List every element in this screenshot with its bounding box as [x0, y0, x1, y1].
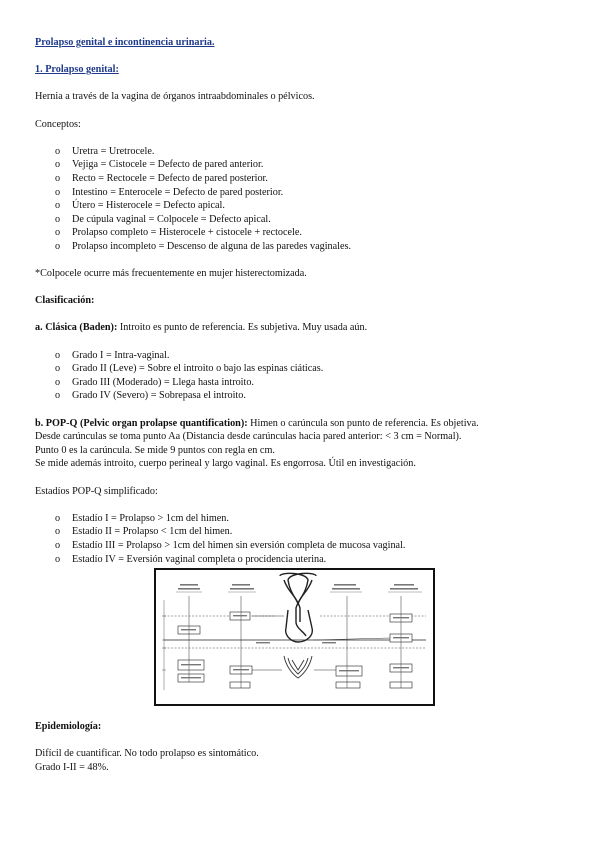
- list-item: o Grado III (Moderado) = Llega hasta introito.: [55, 376, 254, 388]
- popq-line: Desde carúnculas se toma punto Aa (Distancia desde carúnculas hacia pared anterior: < 3 cm = Normal).: [35, 431, 462, 443]
- document-title: [35, 36, 560, 50]
- bullet-icon: o: [55, 539, 61, 551]
- list-item: o Intestino = Enterocele = Defecto de pared posterior.: [55, 186, 284, 198]
- list-item: o Estadío I = Prolapso > 1cm del himen.: [55, 512, 229, 524]
- document-page: [35, 36, 560, 775]
- bullet-icon: o: [55, 200, 61, 212]
- popq-stages-label: Estadíos POP-Q simplificado:: [35, 485, 158, 497]
- list-item: o Grado II (Leve) = Sobre el introito o bajo las espinas ciáticas.: [55, 363, 324, 375]
- bullet-icon: o: [55, 172, 61, 184]
- epidemiology-heading: Epidemiología:: [35, 721, 102, 733]
- section1-intro: Hernia a través de la vagina de órganos intraabdominales o pélvicos.: [35, 91, 315, 103]
- bullet-icon: o: [55, 512, 61, 524]
- classification-heading: Clasificación:: [35, 295, 95, 307]
- bullet-icon: o: [55, 363, 61, 375]
- prolapse-figure-area: [35, 566, 560, 720]
- document-title-link[interactable]: Prolapso genital e incontinencia urinaria.: [35, 37, 215, 48]
- section1-heading: [35, 63, 560, 77]
- bullet-icon: o: [55, 159, 61, 171]
- baden-paragraph: [35, 321, 560, 335]
- lower-anatomy: [284, 656, 312, 678]
- list-item: o Vejiga = Cistocele = Defecto de pared anterior.: [55, 159, 264, 171]
- baden-text: Introito es punto de referencia. Es subjetiva. Muy usada aún.: [117, 322, 368, 334]
- bullet-icon: o: [55, 227, 61, 239]
- list-item: o Grado I = Intra-vaginal.: [55, 349, 170, 361]
- list-item: o Útero = Histerocele = Defecto apical.: [55, 200, 225, 212]
- bullet-icon: o: [55, 145, 61, 157]
- bullet-icon: o: [55, 553, 61, 565]
- epidemiology-line: Grado I-II = 48%.: [35, 761, 109, 773]
- popq-line: Punto 0 es la carúncula. Se mide 9 puntos con regla en cm.: [35, 444, 275, 456]
- bullet-icon: o: [55, 186, 61, 198]
- popq-text: Himen o carúncula son punto de referencia. Es objetiva.: [247, 417, 479, 429]
- popq-line: Se mide además introito, cuerpo perineal y largo vaginal. Es engorrosa. Útil en investigación.: [35, 458, 416, 470]
- list-item: o Grado IV (Severo) = Sobrepasa el introito.: [55, 390, 246, 402]
- bullet-icon: o: [55, 213, 61, 225]
- popq-paragraph: [35, 417, 560, 431]
- baden-grades-list: [35, 349, 560, 403]
- epidemiology-line: Difícil de cuantificar. No todo prolapso es sintomático.: [35, 748, 259, 760]
- prolapse-stages-figure: [154, 568, 435, 706]
- box-scribbles: [181, 615, 409, 678]
- bullet-icon: o: [55, 526, 61, 538]
- uterus-drawing: [280, 574, 316, 643]
- list-item: o Estadío III = Prolapso > 1cm del himen sin eversión completa de mucosa vaginal.: [55, 539, 406, 551]
- colpocele-note: *Colpocele ocurre más frecuentemente en mujer histerectomizada.: [35, 268, 307, 280]
- list-item: o De cúpula vaginal = Colpocele = Defecto apical.: [55, 213, 271, 225]
- list-item: o Prolapso incompleto = Descenso de alguna de las paredes vaginales.: [55, 240, 352, 252]
- list-item: o Estadío II = Prolapso < 1cm del himen.: [55, 526, 233, 538]
- scribble-labels: [178, 584, 418, 590]
- list-item: o Uretra = Uretrocele.: [55, 145, 155, 157]
- list-item: o Estadío IV = Eversión vaginal completa o procidencia uterina.: [55, 553, 327, 565]
- list-item: o Prolapso completo = Histerocele + cistocele + rectocele.: [55, 227, 302, 239]
- bullet-icon: o: [55, 390, 61, 402]
- baden-label: a. Clásica (Baden):: [35, 322, 118, 334]
- bullet-icon: o: [55, 349, 61, 361]
- list-item: o Recto = Rectocele = Defecto de pared posterior.: [55, 172, 268, 184]
- popq-stages-list: [35, 512, 560, 566]
- bullet-icon: o: [55, 376, 61, 388]
- prolapse-diagram-image: [156, 570, 433, 704]
- side-scale: [162, 600, 166, 690]
- section1-heading-link[interactable]: 1. Prolapso genital:: [35, 64, 119, 76]
- concepts-label: Conceptos:: [35, 118, 81, 130]
- popq-label: b. POP-Q (Pelvic organ prolapse quantification):: [35, 417, 248, 429]
- concepts-list: [35, 145, 560, 254]
- stage-boxes: [178, 612, 412, 688]
- bullet-icon: o: [55, 240, 61, 252]
